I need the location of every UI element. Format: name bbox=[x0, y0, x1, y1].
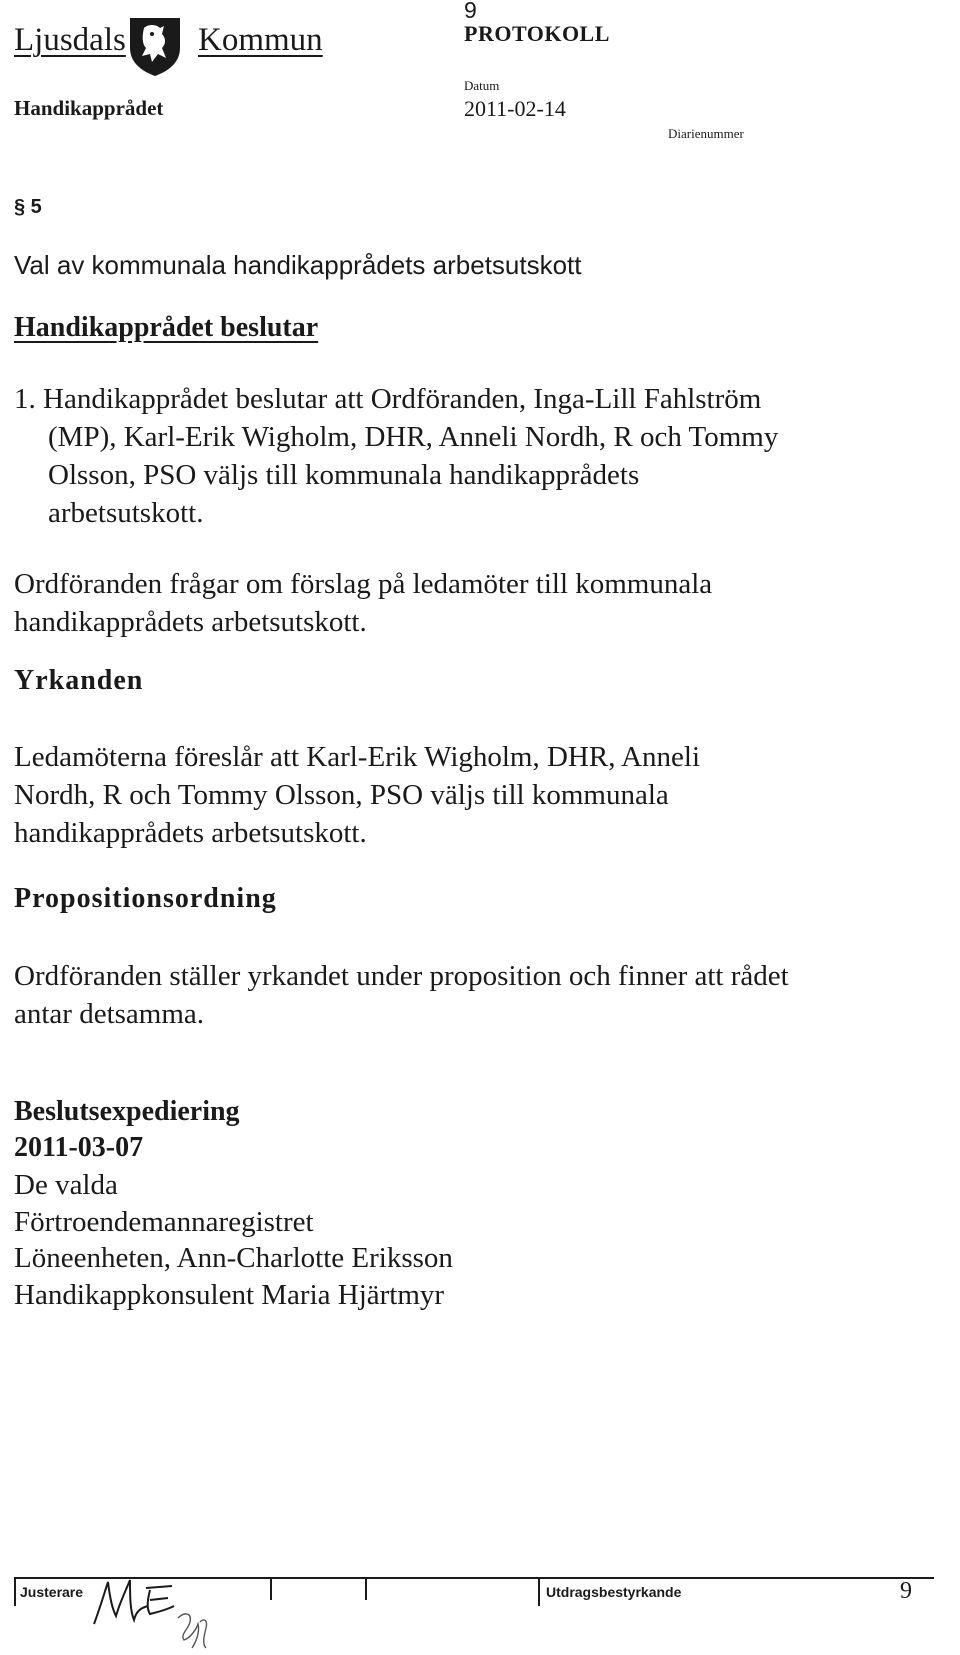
department-name: Handikapprådet bbox=[14, 96, 164, 120]
chair-question bbox=[14, 565, 794, 641]
dispatch-recipient: Förtroendemannaregistret bbox=[14, 1205, 314, 1238]
decision-heading: Handikapprådet beslutar bbox=[14, 312, 319, 343]
decision-item bbox=[14, 380, 784, 532]
diary-number-label: Diarienummer bbox=[668, 126, 744, 141]
motions-heading: Yrkanden bbox=[14, 665, 144, 696]
adjuster-signature bbox=[88, 1568, 238, 1655]
motions-text: Ledamöterna föreslår att Karl-Erik Wigholm, DHR, Anneli Nordh, R och Tommy Olsson, PSO väljs till kommunala handikapprådets arbetsutskott. bbox=[14, 741, 701, 849]
dispatch-recipient-list bbox=[14, 1167, 453, 1313]
dispatch-recipient: De valda bbox=[14, 1169, 118, 1201]
document-type: PROTOKOLL bbox=[464, 21, 610, 46]
section-number: § 5 bbox=[14, 196, 42, 218]
municipality-coat-of-arms-icon bbox=[126, 14, 184, 78]
extract-certification-label: Utdragsbestyrkande bbox=[546, 1584, 682, 1600]
footer-divider bbox=[365, 1578, 367, 1600]
section-title: Val av kommunala handikapprådets arbetsutskott bbox=[14, 250, 582, 280]
page-number-top: 9 bbox=[464, 0, 477, 23]
dispatch-recipient: Handikappkonsulent Maria Hjärtmyr bbox=[14, 1278, 445, 1311]
proposition-text: Ordföranden ställer yrkandet under proposition och finner att rådet antar detsamma. bbox=[14, 960, 789, 1030]
municipality-name-left: Ljusdals bbox=[14, 22, 126, 58]
chair-question-text: Ordföranden frågar om förslag på ledamöter till kommunala handikapprådets arbetsutskott. bbox=[14, 568, 713, 638]
proposition-paragraph bbox=[14, 957, 814, 1033]
meeting-date: 2011-02-14 bbox=[464, 96, 566, 121]
footer-divider bbox=[14, 1578, 16, 1606]
dispatch-date: 2011-03-07 bbox=[14, 1132, 144, 1163]
footer-divider bbox=[270, 1578, 272, 1600]
footer-divider bbox=[538, 1578, 540, 1606]
proposition-heading: Propositionsordning bbox=[14, 883, 277, 914]
page-number-footer: 9 bbox=[900, 1578, 912, 1604]
municipality-name-right: Kommun bbox=[198, 22, 323, 58]
dispatch-heading: Beslutsexpediering bbox=[14, 1096, 240, 1127]
date-label: Datum bbox=[464, 78, 500, 93]
adjuster-label: Justerare bbox=[20, 1584, 84, 1600]
decision-item-text: 1. Handikapprådet beslutar att Ordföranden, Inga-Lill Fahlström (MP), Karl-Erik Wigholm, DHR, Anneli Nordh, R och Tommy Olsson, PSO väljs till kommunala handikapprådets arbetsutskott. bbox=[14, 383, 779, 529]
motions-paragraph bbox=[14, 738, 784, 852]
dispatch-recipient: Löneenheten, Ann-Charlotte Eriksson bbox=[14, 1242, 453, 1274]
